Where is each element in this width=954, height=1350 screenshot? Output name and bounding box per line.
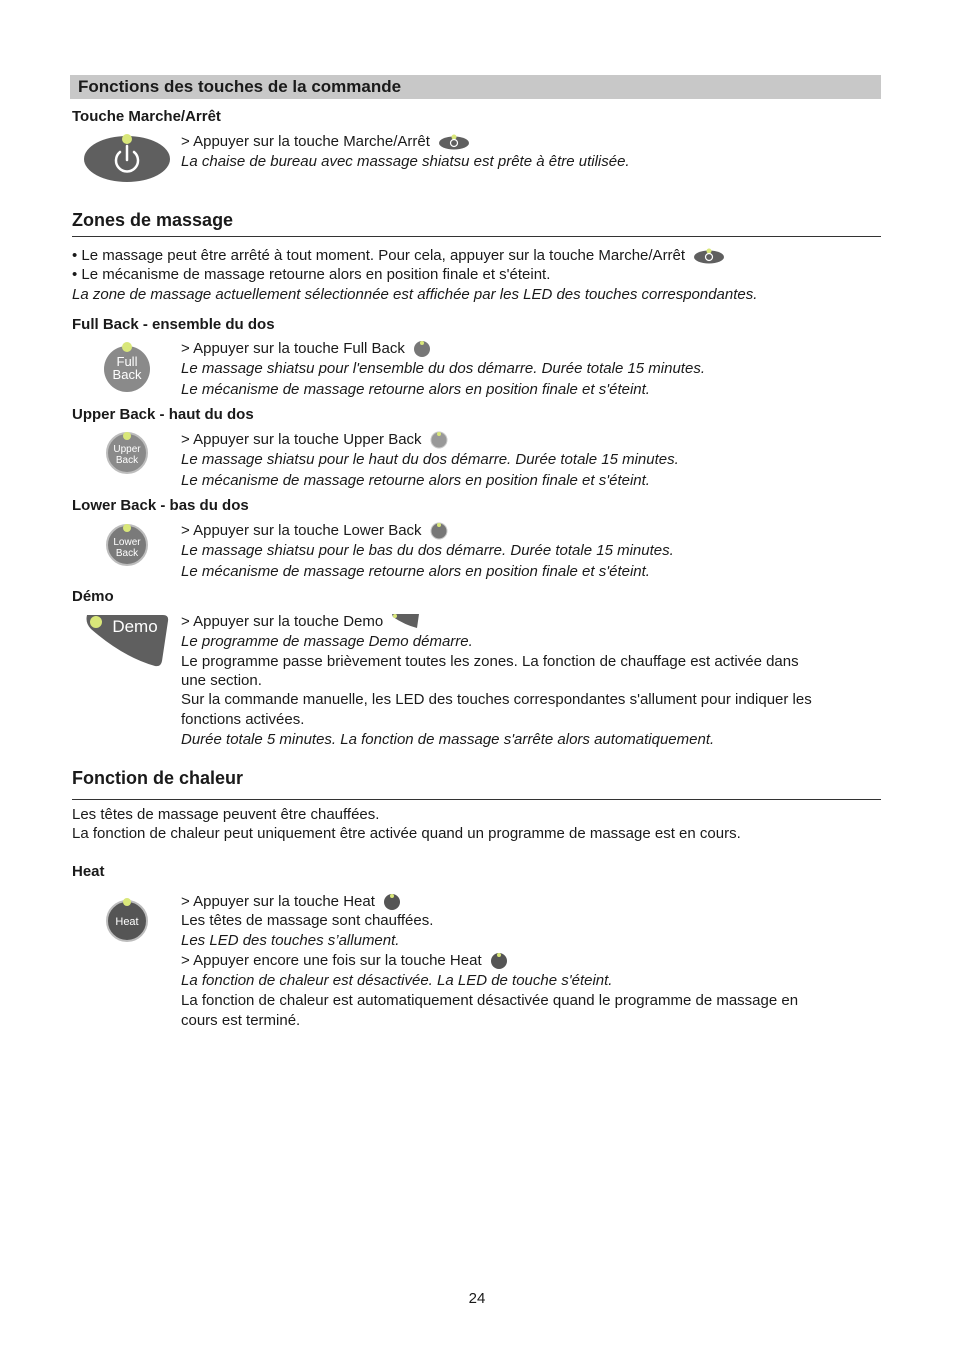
lower-back-button-label-2: Back bbox=[115, 548, 139, 559]
power-result: La chaise de bureau avec massage shiatsu est prête à être utilisée. bbox=[181, 153, 630, 170]
section-title: Fonctions des touches de la commande bbox=[78, 77, 402, 96]
full-back-button-label-2: Back bbox=[112, 367, 142, 382]
lower-back-button-icon bbox=[104, 522, 150, 568]
heat-rule bbox=[72, 799, 881, 800]
heat-line-3: La fonction de chaleur est désactivée. La LED de touche s'éteint. bbox=[181, 972, 613, 989]
demo-line-5: fonctions activées. bbox=[181, 711, 305, 728]
full-back-button-label-1: Full bbox=[116, 354, 138, 369]
full-back-line-1: Le massage shiatsu pour l'ensemble du dos démarre. Durée totale 15 minutes. bbox=[181, 360, 705, 377]
full-back-step: > Appuyer sur la touche Full Back bbox=[181, 340, 405, 357]
upper-back-inline-icon bbox=[430, 431, 448, 449]
zones-note: La zone de massage actuellement sélectionnée est affichée par les LED des touches correspondantes. bbox=[72, 286, 758, 303]
upper-back-line-2: Le mécanisme de massage retourne alors en position finale et s'éteint. bbox=[181, 472, 650, 489]
section-banner bbox=[70, 75, 881, 99]
demo-inline-icon bbox=[391, 613, 421, 631]
zones-heading: Zones de massage bbox=[72, 210, 234, 230]
heat-button-label: Heat bbox=[115, 916, 139, 928]
zones-bullet-1: • Le massage peut être arrêté à tout moment. Pour cela, appuyer sur la touche Marche/Arrêt bbox=[72, 247, 686, 264]
heat-inline-icon bbox=[383, 893, 401, 911]
demo-button-label: Demo bbox=[112, 617, 158, 636]
heat-button-icon bbox=[104, 894, 150, 944]
heat-line-4: La fonction de chaleur est automatiquement désactivée quand le programme de massage en bbox=[181, 992, 799, 1009]
lower-back-button-label-1: Lower bbox=[113, 537, 141, 548]
demo-line-6: Durée totale 5 minutes. La fonction de massage s'arrête alors automatiquement. bbox=[181, 731, 715, 748]
power-inline-icon bbox=[693, 248, 725, 264]
upper-back-step: > Appuyer sur la touche Upper Back bbox=[181, 431, 422, 448]
lower-back-inline-icon bbox=[430, 522, 448, 540]
heat-line-1: Les têtes de massage sont chauffées. bbox=[181, 912, 434, 929]
demo-step: > Appuyer sur la touche Demo bbox=[181, 613, 384, 630]
demo-title: Démo bbox=[72, 588, 114, 605]
lower-back-step: > Appuyer sur la touche Lower Back bbox=[181, 522, 422, 539]
page-number: 24 bbox=[468, 1290, 486, 1307]
heat-intro-2: La fonction de chaleur peut uniquement être activée quand un programme de massage est en cours. bbox=[72, 825, 741, 842]
power-button-icon bbox=[82, 130, 174, 184]
heat-inline-icon bbox=[490, 952, 508, 970]
demo-line-1: Le programme de massage Demo démarre. bbox=[181, 633, 473, 650]
demo-line-4: Sur la commande manuelle, les LED des touches correspondantes s'allument pour indiquer les bbox=[181, 691, 812, 708]
demo-line-3: une section. bbox=[181, 672, 262, 689]
heat-intro-1: Les têtes de massage peuvent être chauffées. bbox=[72, 806, 380, 823]
upper-back-button-label-1: Upper bbox=[113, 444, 141, 455]
demo-button-icon bbox=[83, 611, 171, 669]
heat-line-2: Les LED des touches s’allument. bbox=[181, 932, 400, 949]
upper-back-title: Upper Back - haut du dos bbox=[72, 406, 254, 423]
power-step: > Appuyer sur la touche Marche/Arrêt bbox=[181, 133, 430, 150]
demo-line-2: Le programme passe brièvement toutes les zones. La fonction de chauffage est activée dans bbox=[181, 653, 799, 670]
lower-back-line-2: Le mécanisme de massage retourne alors en position finale et s'éteint. bbox=[181, 563, 650, 580]
lower-back-title: Lower Back - bas du dos bbox=[72, 497, 249, 514]
zones-bullet-2: • Le mécanisme de massage retourne alors en position finale et s'éteint. bbox=[72, 266, 551, 283]
zones-rule bbox=[72, 236, 881, 237]
power-title: Touche Marche/Arrêt bbox=[72, 108, 221, 125]
full-back-line-2: Le mécanisme de massage retourne alors en position finale et s'éteint. bbox=[181, 381, 650, 398]
full-back-title: Full Back - ensemble du dos bbox=[72, 316, 275, 333]
lower-back-line-1: Le massage shiatsu pour le bas du dos démarre. Durée totale 15 minutes. bbox=[181, 542, 674, 559]
upper-back-button-label-2: Back bbox=[115, 455, 139, 466]
heat-line-5: cours est terminé. bbox=[181, 1012, 301, 1029]
upper-back-button-icon bbox=[104, 430, 150, 476]
heat-step-2: > Appuyer encore une fois sur la touche Heat bbox=[181, 952, 482, 969]
power-inline-icon bbox=[438, 134, 470, 150]
heat-heading: Fonction de chaleur bbox=[72, 768, 244, 788]
heat-title: Heat bbox=[72, 863, 105, 880]
upper-back-line-1: Le massage shiatsu pour le haut du dos démarre. Durée totale 15 minutes. bbox=[181, 451, 679, 468]
full-back-inline-icon bbox=[413, 340, 431, 358]
full-back-button-icon bbox=[102, 337, 152, 395]
heat-step-1: > Appuyer sur la touche Heat bbox=[181, 893, 375, 910]
